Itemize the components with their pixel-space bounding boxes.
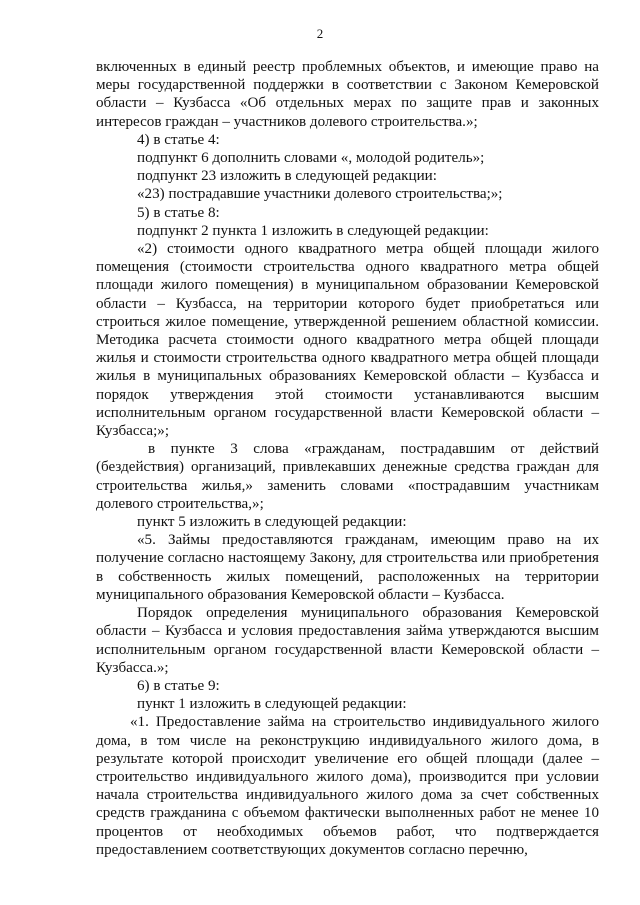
paragraph-item-1-text: «1. Предоставление займа на строительство индивидуального жилого дома, в том числе на реконструкцию индивидуального жилого дома, в результате которой происходит увеличение его общей площади (далее – строительство индивидуального жилого дома), производится при условии начала строительства индивидуального жилого дома за счет собственных средств гражданина с объемом фактически выполненных работ не менее 10 процентов от необходимых объемов работ, что подтверждается предоставлением соответствующих документов согласно перечню, [96, 714, 599, 858]
paragraph-subitem-2-text: «2) стоимости одного квадратного метра общей площади жилого помещения (стоимости строительства одного квадратного метра общей площади жилого помещения) в муниципальном образовании Кемеровской области – Кузбасса, на территории которого будет приобретаться или строиться жилое помещение, утвержденной решением областной комиссии. Методика расчета стоимости одного квадратного метра общей площади жилья и стоимости строительства одного квадратного метра общей площади жилья в муниципальных образованиях Кемеровской области – Кузбасса и порядок утверждения этой стоимости устанавливаются высшим исполнительным органом государственной власти Кемеровской области – Кузбасса;»; [96, 241, 599, 440]
paragraph-article-9: 6) в статье 9: [137, 677, 220, 694]
document-body [96, 58, 599, 859]
paragraph-item-1: пункт 1 изложить в следующей редакции: [137, 696, 407, 713]
paragraph-item-3: в пункте 3 слова «гражданам, пострадавшим от действий (бездействия) организаций, привлекавших денежные средства граждан для строительства жилья,» заменить словами «пострадавшим участникам долевого строительства,»; [96, 441, 599, 512]
paragraph-item-5: пункт 5 изложить в следующей редакции: [137, 514, 407, 531]
paragraph-item-5-text: «5. Займы предоставляются гражданам, имеющим право на их получение согласно настоящему Закону, для строительства или приобретения в собственность жилых помещений, расположенных на территории муниципального образования Кемеровской области – Кузбасса. [96, 532, 599, 603]
paragraph-subitem-23-text: «23) пострадавшие участники долевого строительства;»; [137, 186, 503, 203]
paragraph-article-8: 5) в статье 8: [137, 204, 220, 221]
paragraph-municipality-order: Порядок определения муниципального образования Кемеровской области – Кузбасса и условия предоставления займа утверждаются высшим исполнительным органом государственной власти Кемеровской области – Кузбасса.»; [96, 605, 599, 676]
paragraph-article-4: 4) в статье 4: [137, 131, 220, 148]
paragraph-subitem-23: подпункт 23 изложить в следующей редакции: [137, 168, 437, 185]
paragraph-subitem-2: подпункт 2 пункта 1 изложить в следующей редакции: [137, 222, 489, 239]
paragraph-subitem-6: подпункт 6 дополнить словами «, молодой родитель»; [137, 150, 485, 167]
paragraph-continuation: включенных в единый реестр проблемных объектов, и имеющие право на меры государственной поддержки в соответствии с Законом Кемеровской области – Кузбасса «Об отдельных мерах по защите прав и законных интересов граждан – участников долевого строительства.»; [96, 59, 599, 130]
page-number: 2 [316, 26, 324, 41]
